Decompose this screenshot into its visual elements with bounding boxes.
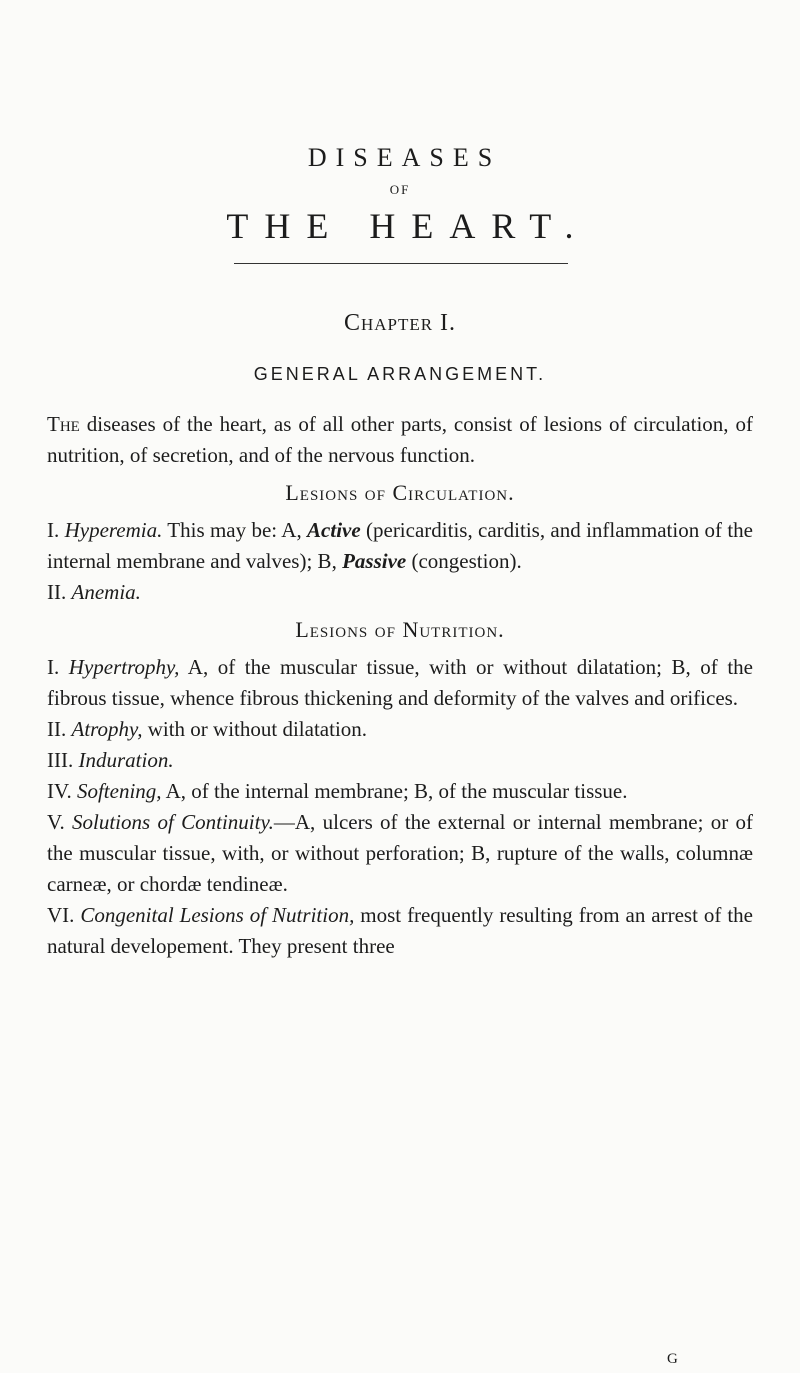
nutrition-item-2: [47, 714, 753, 745]
section-heading-circulation: Lesions of Circulation.: [285, 480, 515, 505]
title-diseases: DISEASES: [307, 143, 502, 172]
title-the-heart: THE HEART.: [226, 206, 590, 246]
item-name: Induration.: [78, 748, 174, 772]
item-name: Congenital Lesions of Nutrition,: [80, 903, 355, 927]
item-number: V.: [47, 810, 73, 834]
item-text: A, of the internal membrane; B, of the muscular tissue.: [161, 779, 628, 803]
item-name: Hypertrophy,: [68, 655, 180, 679]
item-name: Anemia.: [71, 580, 141, 604]
intro-lead-word: The: [47, 412, 80, 436]
section-heading-nutrition: Lesions of Nutrition.: [295, 617, 505, 642]
item-number: I.: [47, 655, 69, 679]
item-name: Hyperemia.: [64, 518, 163, 542]
item-name: Softening,: [76, 779, 162, 803]
item-text: (pericarditis, carditis, and inflammation of the internal membrane and valves); B,: [47, 518, 754, 573]
item-number: III.: [47, 748, 79, 772]
item-term-active: Active: [307, 518, 361, 542]
item-text: (congestion).: [406, 549, 522, 573]
title-rule: [234, 263, 568, 264]
item-term-passive: Passive: [342, 549, 407, 573]
nutrition-item-5: [47, 807, 753, 900]
nutrition-item-3: [47, 745, 753, 776]
chapter-heading: Chapter I.: [343, 310, 457, 336]
nutrition-item-4: [47, 776, 753, 807]
item-text: with or without dilatation.: [142, 717, 368, 741]
item-number: II.: [47, 717, 72, 741]
intro-text: diseases of the heart, as of all other parts, consist of lesions of circulation, of nutrition, of secretion, and of the nervous function.: [47, 412, 753, 467]
item-text: A, of the muscular tissue, with or without dilatation; B, of the fibrous tissue, whence fibrous thickening and deformity of the valves and orifices.: [47, 655, 753, 710]
circulation-item-2: [47, 577, 753, 608]
signature-mark: G: [667, 1351, 678, 1367]
intro-paragraph: [47, 409, 753, 471]
item-text: —A, ulcers of the external or internal membrane; or of the muscular tissue, with, or without perforation; B, rupture of the walls, columnæ carneæ, or chordæ tendineæ.: [47, 810, 753, 896]
item-name: Solutions of Continuity.: [72, 810, 274, 834]
circulation-item-1: [47, 515, 753, 577]
chapter-subheading: GENERAL ARRANGEMENT.: [253, 364, 547, 384]
item-text: This may be: A,: [162, 518, 308, 542]
item-name: Atrophy,: [71, 717, 143, 741]
item-number: II.: [47, 580, 72, 604]
item-text: most frequently resulting from an arrest of the natural developement. They present three: [47, 903, 753, 958]
nutrition-item-1: [47, 652, 753, 714]
nutrition-item-6: [47, 900, 753, 962]
item-number: VI.: [47, 903, 81, 927]
item-number: IV.: [47, 779, 77, 803]
item-number: I.: [47, 518, 65, 542]
body-text: [47, 409, 753, 962]
title-of: OF: [389, 182, 411, 197]
